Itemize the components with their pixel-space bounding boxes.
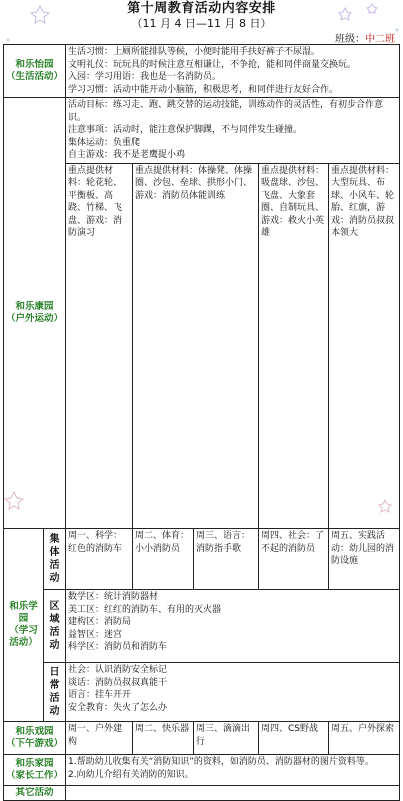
play-day-tue: 周二、快乐器 <box>133 722 194 755</box>
play-day-thu: 周四、CS野战 <box>259 722 329 755</box>
class-value: 中二班 <box>365 34 395 45</box>
family-content <box>66 755 400 786</box>
row-family <box>4 755 400 786</box>
other-content <box>66 786 400 801</box>
daily-line: 谈话：消防员叔叔真能干 <box>68 677 168 688</box>
family-line: 2.向幼儿介绍有关消防的知识。 <box>68 769 194 780</box>
collective-day-fri: 周五、实践活动：幼儿园的消防设施 <box>329 529 400 590</box>
daily-line: 安全教育：失火了怎么办 <box>68 702 168 713</box>
collective-day-wed: 周三、语言：消防指手歌 <box>194 529 259 590</box>
sparkle-icon <box>7 39 10 42</box>
life-section-label: 和乐怡园 （生活活动） <box>4 45 66 98</box>
daily-label: 日常活动 <box>44 663 66 722</box>
outdoor-day-wed: 重点提供材料：吸盘球、沙包、飞盘、大象套圈、自制玩具、游戏：救火小英雄 <box>259 163 329 529</box>
area-line: 建构区：消防局 <box>68 617 132 627</box>
daily-line: 语言：挂车开开 <box>68 690 132 700</box>
life-line: 学习习惯：活动中能开动小脑筋，积极思考，和同伴进行友好合作。 <box>68 84 339 95</box>
life-line: 文明礼仪：玩玩具的时候注意互相谦让，不争抢，能和同伴商量交换玩。 <box>68 59 357 70</box>
date-range: （11 月 4 日—11 月 8 日） <box>131 17 272 30</box>
outdoor-line: 注意事项：活动时，能注意保护脚踝，不与同伴发生碰撞。 <box>68 125 303 135</box>
area-line: 益智区：迷宫 <box>68 629 123 640</box>
area-line: 美工区：红红的消防车、有用的灭火器 <box>68 604 222 615</box>
row-life <box>4 45 400 98</box>
daily-line: 社会：认识消防安全标记 <box>68 665 168 675</box>
play-day-fri: 周五、户外探索 <box>329 722 400 755</box>
area-content <box>66 590 400 663</box>
row-learning-area <box>4 590 400 663</box>
row-other <box>4 786 400 801</box>
row-outdoor-top <box>4 98 400 164</box>
collective-day-mon: 周一、科学：红色的消防车 <box>66 529 133 590</box>
life-line: 入园：学习用语：我也是一名消防员。 <box>68 72 222 82</box>
row-learning-daily <box>4 663 400 722</box>
learning-section-label: 和乐学园 （学习活动） <box>4 529 44 722</box>
class-label: 班级： <box>335 34 365 45</box>
area-line: 科学区：消防员和消防车 <box>68 642 168 652</box>
play-day-mon: 周一、户外建构 <box>66 722 133 755</box>
other-section-label: 其它活动 <box>4 786 66 801</box>
outdoor-section-label: 和乐康园 （户外运动） <box>4 98 66 529</box>
family-line: 1.帮助幼儿收集有关“消防知识”的资料，如消防员、消防器材的图片资料等。 <box>68 757 374 767</box>
row-play <box>4 722 400 755</box>
row-learning-collective <box>4 529 400 590</box>
area-label: 区域活动 <box>44 590 66 663</box>
area-line: 数学区：统计消防器材 <box>68 592 159 602</box>
collective-label: 集体活动 <box>44 529 66 590</box>
outdoor-line: 集体运动：负重爬 <box>68 137 141 148</box>
outdoor-content <box>66 98 400 164</box>
play-day-wed: 周三、滴滴出行 <box>194 722 259 755</box>
page-title: 第十周教育活动内容安排 <box>127 1 276 16</box>
collective-day-thu: 周四、社会：了不起的消防员 <box>259 529 329 590</box>
collective-day-tue: 周二、体育：小小消防员 <box>133 529 194 590</box>
outdoor-day-thu: 重点提供材料：大型玩具、布球、小风车、轮胎、红旗，游戏：消防员叔叔本领大 <box>329 163 400 529</box>
outdoor-day-tue: 重点提供材料：体操凳、体操圈、沙包、垒球、拱形小门、游戏：消防员体能训练 <box>133 163 259 529</box>
outdoor-day-mon: 重点提供材料：轮花轮、平衡板、高跷、竹梯、飞盘、游戏：消防演习 <box>66 163 133 529</box>
schedule-table <box>3 44 400 801</box>
daily-content <box>66 663 400 722</box>
play-section-label: 和乐戏园 （下午游戏） <box>4 722 66 755</box>
outdoor-line: 活动目标：练习走、跑、跳交替的运动技能，训练动作的灵活性，有初步合作意识。 <box>68 100 384 123</box>
life-content <box>66 45 400 98</box>
life-line: 生活习惯：上厕所能排队等候，小便时能用手扶好裤子不尿湿。 <box>68 47 321 57</box>
family-section-label: 和乐家园 （家长工作） <box>4 755 66 786</box>
outdoor-line: 自主游戏：我不是老鹰捉小鸡 <box>68 150 186 160</box>
